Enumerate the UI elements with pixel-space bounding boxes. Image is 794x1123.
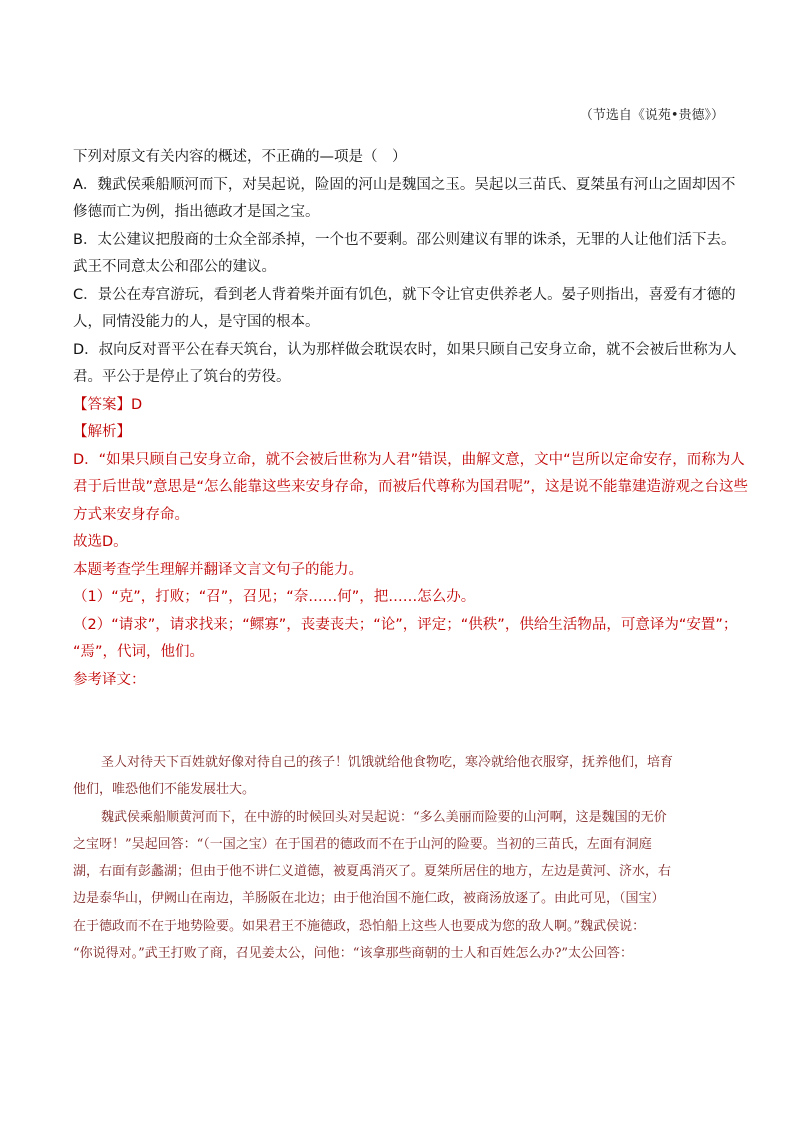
question-block [73, 144, 749, 694]
analysis-line: D．“如果只顾自己安身立命，就不会被后世称为人君”错误，曲解文意，文中“岂所以定命安存，而称为人 [73, 451, 745, 468]
option-c [73, 282, 736, 337]
analysis-title: 【解析】 [73, 424, 131, 440]
note-line: 参考译文： [73, 671, 146, 688]
translation-line: 之宝呀！”吴起回答：“（一国之宝）在于国君的德政而不在于山河的险要。当初的三苗氏，左面有洞庭 [73, 836, 652, 852]
option-line: 修德而亡为例，指出德政才是国之宝。 [73, 204, 320, 220]
notes [73, 557, 738, 695]
translation-line: “你说得对。”武王打败了商，召见姜太公，问他：“该拿那些商朝的士人和百姓怎么办?”太公回答： [73, 946, 634, 962]
translation-line: 湖，右面有彭蠡湖；但由于他不讲仁义道德，被夏禹消灭了。夏桀所居住的地方，左边是黄河、济水，右 [73, 864, 672, 880]
option-b [73, 227, 736, 282]
conclusion: 故选D。 [73, 534, 128, 550]
question-stem: 下列对原文有关内容的概述，不正确的—项是（ ） [73, 149, 407, 165]
option-line: C．景公在寿宫游玩，看到老人背着柴并面有饥色，就下令让官吏供养老人。晏子则指出，喜爱有才德的 [73, 286, 736, 303]
note-line: （2）“请求”，请求找来；“鳏寡”，丧妻丧夫；“论”，评定；“供秩”，供给生活物品，可意译为“安置”； [73, 616, 738, 633]
translation-line: 圣人对待天下百姓就好像对待自己的孩子！饥饿就给他食物吃，寒冷就给他衣服穿，抚养他们，培育 [101, 755, 674, 770]
option-line: B．太公建议把殷商的士众全部杀掉，一个也不要剩。邵公则建议有罪的诛杀，无罪的人让他们活下去。 [73, 231, 736, 248]
answer-label: 【答案】D [73, 396, 143, 413]
option-line: 人，同情没能力的人，是守国的根本。 [73, 314, 320, 330]
option-line: 君。平公于是停止了筑台的劳役。 [73, 369, 291, 385]
translation-line: 魏武侯乘船顺黄河而下，在中游的时候回头对吴起说：“多么美丽而险要的山河啊，这是魏国的无价 [101, 809, 667, 825]
translation-line: 边是泰华山，伊阙山在南边，羊肠阪在北边；由于他治国不施仁政，被商汤放逐了。由此可见，（国宝） [73, 891, 665, 907]
analysis-text [73, 447, 749, 530]
analysis-line: 君于后世哉”意思是“怎么能靠这些来安身存命，而被后代尊称为国君呢”，这是说不能靠建造游观之台这些 [73, 479, 749, 495]
translation-line: 在于德政而不在于地势险要。如果君王不施德政，恐怕船上这些人也要成为您的敌人啊。”魏武侯说： [73, 918, 646, 934]
translation-line: 他们，唯恐他们不能发展壮大。 [73, 782, 256, 798]
option-line: A．魏武侯乘船顺河而下，对吴起说，险固的河山是魏国之玉。吴起以三苗氏、夏桀虽有河山之固却因不 [73, 176, 736, 193]
option-line: D．叔向反对晋平公在春天筑台，认为那样做会耽误农时，如果只顾自己安身立命，就不会被后世称为人 [73, 341, 737, 358]
note-line: “焉”，代词，他们。 [73, 644, 205, 660]
source-note: （节选自《说苑•贵德》） [579, 108, 724, 123]
analysis-line: 方式来安身存命。 [73, 506, 189, 523]
option-line: 武王不同意太公和邵公的建议。 [73, 259, 276, 275]
translation-block [73, 749, 723, 967]
note-line: 本题考查学生理解并翻译文言文句子的能力。 [73, 561, 363, 578]
option-d [73, 337, 737, 392]
note-line: （1）“克”，打败；“召”，召见；“奈……何”，把……怎么办。 [73, 589, 476, 605]
option-a [73, 172, 736, 227]
